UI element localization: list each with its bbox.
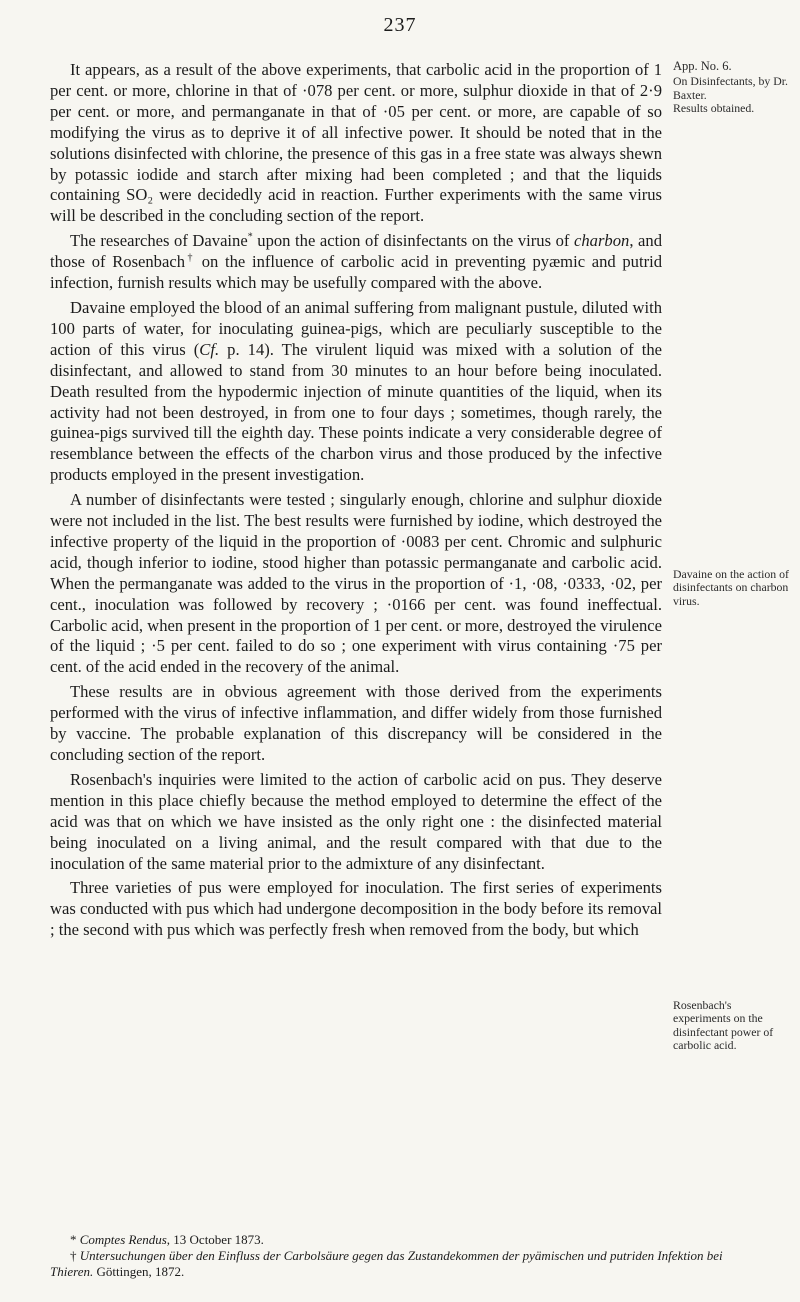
footnote-1	[50, 1232, 750, 1248]
paragraph-1	[50, 60, 662, 227]
paragraph-2-text-c: , and those of Rosenbach	[50, 231, 662, 272]
footnote-2-mark: †	[70, 1248, 80, 1263]
paragraph-3-text-b: p. 14). The virulent liquid was mixed with a solution of the disinfectant, and allowed to stand from 30 minutes to an hour before being inoculated. Death resulted from the hypodermic injection of minute quantities of the liquid, when its activity had not been destroyed, in from one to four days ; sometimes, though rarely, the guinea-pigs survived till the eighth day. These points indicate a very considerable degree of resemblance between the effects of the charbon virus and those produced by the infective products employed in the present investigation.	[50, 339, 663, 485]
paragraph-2-text-b: upon the action of disinfectants on the virus of	[252, 231, 574, 251]
main-text	[50, 60, 662, 945]
paragraph-3-text-a: Davaine employed the blood of an animal suffering from malignant pustule, diluted with 100 parts of water, for inoculating guinea-pigs, which are peculiarly susceptible to the action of this virus (	[50, 297, 662, 359]
footnote-1-title: Comptes Rendus	[79, 1232, 167, 1247]
paragraph-3	[50, 298, 662, 486]
paragraph-3-italic: Cf.	[199, 339, 220, 359]
footnote-2	[50, 1248, 750, 1280]
paragraph-2	[50, 231, 662, 294]
paragraph-7	[50, 878, 662, 941]
section-note: On Disinfectants, by Dr. Baxter.	[673, 74, 789, 102]
paragraph-4	[50, 490, 662, 678]
page-number: 237	[383, 14, 417, 36]
footnote-2-place: Göttingen, 1872.	[93, 1264, 185, 1279]
paragraph-2-text-d: on the influence of carbolic acid in preventing pyæmic and putrid infection, furnish results which may be usefully compared with the above.	[50, 252, 662, 293]
footnote-ref-1[interactable]: *	[247, 231, 253, 243]
footnote-1-date: , 13 October 1873.	[166, 1232, 264, 1247]
paragraph-5-text: These results are in obvious agreement with those derived from the experiments performed with the virus of infective inflammation, and differ widely from those furnished by vaccine. The probable explanation of this discrepancy will be considered in the concluding section of the report.	[50, 682, 662, 764]
footnote-1-mark: *	[70, 1232, 80, 1247]
paragraph-2-italic: charbon	[574, 231, 630, 251]
paragraph-6-text: Rosenbach's inquiries were limited to the action of carbolic acid on pus. They deserve mention in this place chiefly because the method employed to determine the effect of the acid was that on which we have insisted as the only right one : the disinfected material being inoculated on a living animal, and the result compared with that due to the inoculation of the same material prior to the admixture of any disinfectant.	[50, 769, 662, 873]
footnote-ref-2[interactable]: †	[185, 252, 196, 264]
appendix-label: App. No. 6.	[673, 59, 732, 73]
paragraph-6	[50, 770, 662, 875]
results-note: Results obtained.	[673, 101, 755, 116]
margin-note-app	[673, 60, 791, 116]
paragraph-2-text-a: The researches of Davaine	[70, 231, 248, 251]
paragraph-1-text: It appears, as a result of the above experiments, that carbolic acid in the proportion of 1 per cent. or more, chlorine in that of ·078 per cent. or more, sulphur dioxide in that of 2·9 per cent. or more, and permanganate in that of ·05 per cent. or more, are capable of so modifying the virus as to deprive it of all infective power. It should be noted that in the solutions disinfected with chlorine, the presence of this gas in a free state was always shewn by potassic iodide and starch after mixing had been completed ; and that the liquids containing SO₂ were decidedly acid in reaction. Further experiments with the same virus will be described in the concluding section of the report.	[50, 60, 662, 226]
footnotes	[50, 1232, 750, 1280]
paragraph-4-text: A number of disinfectants were tested ; singularly enough, chlorine and sulphur dioxide were not included in the list. The best results were furnished by iodine, which destroyed the infective property of the liquid in the proportion of ·0083 per cent. Chromic and sulphuric acid, though inferior to iodine, stood higher than potassic permanganate and carbolic acid. When the permanganate was added to the virus in the proportion of ·1, ·08, ·0333, ·02, per cent., inoculation was followed by recovery ; ·0166 per cent. was found ineffectual. Carbolic acid, when present in the proportion of 1 per cent. or more, destroyed the virulence of the liquid ; ·5 per cent. failed to do so ; one experiment with virus containing ·75 per cent. of the acid ended in the recovery of the animal.	[50, 490, 662, 677]
margin-note-rosenbach: Rosenbach's experiments on the disinfectant power of carbolic acid.	[673, 998, 774, 1053]
paragraph-5	[50, 682, 662, 766]
paragraph-7-text: Three varieties of pus were employed for inoculation. The first series of experiments was conducted with pus which had undergone decomposition in the body before its removal ; the second with pus which was perfectly fresh when removed from the body, but which	[50, 878, 662, 940]
margin-note-davaine: Davaine on the action of disinfectants on charbon virus.	[673, 567, 789, 608]
footnote-2-title: Untersuchungen über den Einfluss der Carbolsäure gegen das Zustandekommen der pyämischen und putriden Infektion bei Thieren.	[50, 1248, 723, 1279]
